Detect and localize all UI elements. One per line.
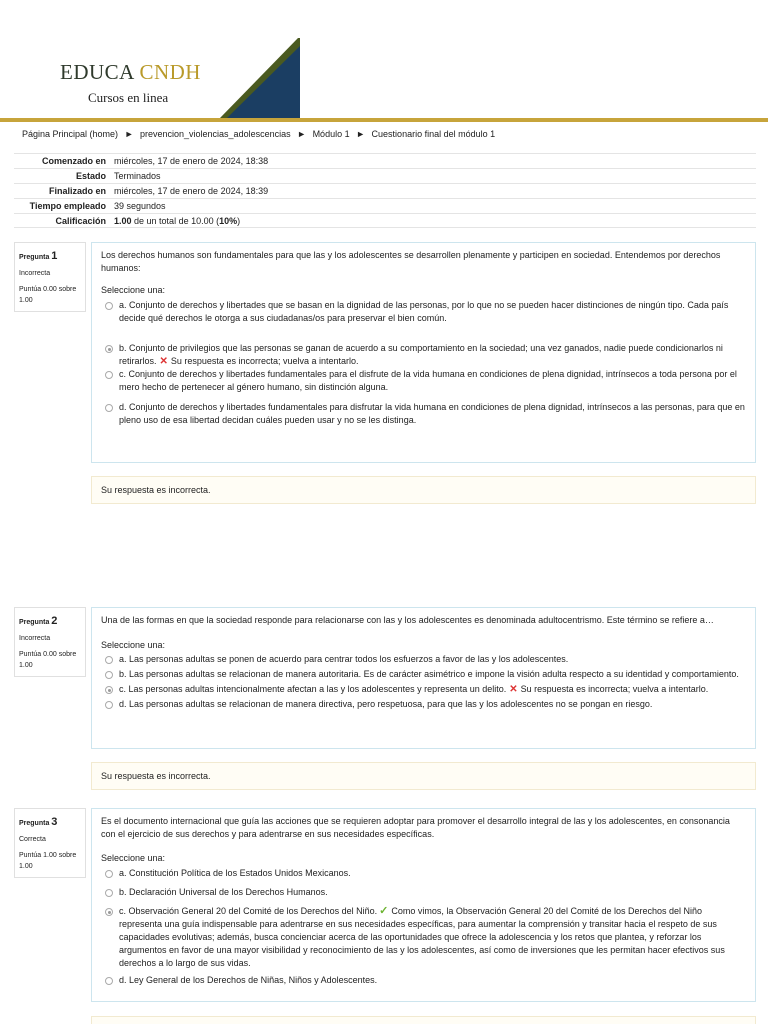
answer-option[interactable] — [101, 401, 746, 427]
grade-end-text: ) — [237, 215, 241, 226]
logo-main-text: EDUCA — [60, 60, 134, 84]
radio-button[interactable] — [105, 404, 113, 412]
grade-score: 1.00 — [114, 215, 132, 226]
option-text: a. Conjunto de derechos y libertades que se basan en la dignidad de las personas, por lo que no se pueden hacer distinciones de ningún tipo. Cada país decide qué derechos le otorga a sus ciudadanas/os para preservar el bien común. — [119, 300, 729, 323]
radio-button-selected[interactable] — [105, 345, 113, 353]
grade-mid-text: de un total de 10.00 ( — [131, 215, 220, 226]
grade-value — [114, 216, 240, 226]
option-text: c. Las personas adultas intencionalmente afectan a las y los adolescentes y representa un delito. — [119, 684, 507, 694]
question-label: Pregunta — [19, 820, 50, 827]
question-status: Correcta — [19, 836, 46, 843]
radio-button[interactable] — [105, 889, 113, 897]
question-feedback: Su respuesta es incorrecta. — [91, 762, 756, 790]
option-text: b. Conjunto de privilegios que las personas se ganan de acuerdo a su comportamiento en la sociedad; una vez ganados, nadie puede condicionarlos ni retirarlos. — [119, 343, 723, 366]
radio-button[interactable] — [105, 302, 113, 310]
question-info-panel — [14, 242, 86, 312]
logo-triangle-icon — [200, 38, 300, 118]
radio-button-selected[interactable] — [105, 908, 113, 916]
option-text: c. Observación General 20 del Comité de los Derechos del Niño. — [119, 906, 378, 916]
radio-button[interactable] — [105, 656, 113, 664]
answer-option[interactable] — [101, 299, 746, 325]
question-info-panel — [14, 808, 86, 878]
incorrect-x-icon: ✕ — [509, 684, 518, 695]
option-text: d. Las personas adultas se relacionan de manera directiva, pero respetuosa, para que las y los adolescentes no se pongan en riesgo. — [119, 699, 653, 709]
answer-prompt: Seleccione una: — [101, 853, 166, 863]
radio-button[interactable] — [105, 701, 113, 709]
summary-row — [14, 198, 756, 213]
answer-option-selected[interactable] — [101, 683, 746, 696]
answer-option[interactable] — [101, 886, 746, 899]
answer-prompt: Seleccione una: — [101, 285, 166, 295]
answer-prompt: Seleccione una: — [101, 640, 166, 650]
breadcrumb-course-link[interactable]: prevencion_violencias_adolescencias — [140, 129, 291, 139]
answer-option[interactable] — [101, 653, 746, 666]
option-feedback: Su respuesta es incorrecta; vuelva a intentarlo. — [170, 356, 359, 366]
question-feedback-partial — [91, 1016, 756, 1024]
option-text: b. Declaración Universal de los Derechos Humanos. — [119, 887, 328, 897]
breadcrumb-module-link[interactable]: Módulo 1 — [312, 129, 350, 139]
question-label: Pregunta — [19, 619, 50, 626]
breadcrumb-separator-icon: ► — [297, 129, 307, 139]
option-text: b. Las personas adultas se relacionan de manera autoritaria. Es de carácter asimétrico e impone la visión adulta respecto a su identidad y comportamiento. — [119, 669, 739, 679]
question-text: Es el documento internacional que guía las acciones que se requieren adoptar para promover el desarrollo integral de las y los adolescentes, en consonancia con el ejercicio de sus derechos y para adentrarse en sus necesidades específicas. — [101, 816, 730, 839]
question-text: Una de las formas en que la sociedad responde para relacionarse con las y los adolescentes es denominada adultocentrismo. Este término se refiere a… — [101, 615, 714, 625]
question-number: 2 — [51, 615, 58, 627]
summary-label: Calificación — [55, 215, 106, 226]
summary-label: Tiempo empleado — [29, 201, 106, 211]
breadcrumb — [22, 129, 495, 139]
answer-option[interactable] — [101, 698, 746, 711]
option-text: a. Constitución Política de los Estados Unidos Mexicanos. — [119, 868, 351, 878]
breadcrumb-quiz-link[interactable]: Cuestionario final del módulo 1 — [371, 129, 496, 139]
question-status: Incorrecta — [19, 270, 51, 277]
answer-option[interactable] — [101, 974, 746, 987]
question-content — [91, 242, 756, 463]
summary-row — [14, 183, 756, 198]
breadcrumb-separator-icon: ► — [356, 129, 366, 139]
answer-option-selected[interactable] — [101, 342, 746, 368]
question-content — [91, 808, 756, 1002]
site-header — [0, 0, 768, 124]
summary-value: 39 segundos — [114, 201, 166, 211]
question-points: Puntúa 0.00 sobre 1.00 — [19, 651, 77, 669]
site-logo[interactable] — [60, 38, 240, 118]
question-status: Incorrecta — [19, 635, 51, 642]
question-content — [91, 607, 756, 749]
summary-row — [14, 168, 756, 183]
radio-button[interactable] — [105, 870, 113, 878]
logo-accent-text: CNDH — [139, 60, 201, 84]
option-text: a. Las personas adultas se ponen de acuerdo para centrar todos los esfuerzos a favor de las y los adolescentes. — [119, 654, 569, 664]
breadcrumb-home-link[interactable]: Página Principal (home) — [22, 129, 119, 139]
question-points: Puntúa 0.00 sobre 1.00 — [19, 286, 77, 304]
attempt-summary-table — [14, 153, 756, 228]
summary-value: miércoles, 17 de enero de 2024, 18:38 — [114, 156, 269, 166]
answer-option[interactable] — [101, 668, 746, 681]
answer-option[interactable] — [101, 368, 746, 394]
option-feedback: Su respuesta es incorrecta; vuelva a intentarlo. — [520, 684, 709, 694]
radio-button[interactable] — [105, 671, 113, 679]
option-text: d. Conjunto de derechos y libertades fundamentales para disfrutar la vida humana en condiciones de plena dignidad, intrínsecos a las personas, para que en pleno uso de esa libertad decidan cuáles pueden usar y no se les distinga. — [119, 402, 745, 425]
summary-row — [14, 153, 756, 168]
logo-subtitle: Cursos en linea — [88, 90, 169, 105]
answer-option-selected[interactable] — [101, 905, 746, 970]
question-number: 1 — [51, 250, 58, 262]
question-text: Los derechos humanos son fundamentales para que las y los adolescentes se desarrollen plenamente y participen en sociedad. Entendemos por derechos humanos: — [101, 250, 721, 273]
question-feedback: Su respuesta es incorrecta. — [91, 476, 756, 504]
breadcrumb-separator-icon: ► — [124, 129, 134, 139]
question-points: Puntúa 1.00 sobre 1.00 — [19, 852, 77, 870]
summary-label: Estado — [75, 171, 106, 181]
question-info-panel — [14, 607, 86, 677]
summary-label: Finalizado en — [48, 186, 106, 196]
summary-row-grade — [14, 213, 756, 228]
radio-button[interactable] — [105, 977, 113, 985]
incorrect-x-icon: ✕ — [159, 356, 168, 367]
correct-check-icon: ✓ — [379, 905, 389, 917]
radio-button-selected[interactable] — [105, 686, 113, 694]
option-text: d. Ley General de los Derechos de Niñas, Niños y Adolescentes. — [119, 975, 378, 985]
grade-percent: 10% — [219, 215, 238, 226]
summary-label: Comenzado en — [41, 156, 106, 166]
question-number: 3 — [51, 816, 58, 828]
header-divider — [0, 118, 768, 122]
summary-value: Terminados — [114, 171, 161, 181]
question-label: Pregunta — [19, 254, 50, 261]
summary-value: miércoles, 17 de enero de 2024, 18:39 — [114, 186, 269, 196]
option-text: c. Conjunto de derechos y libertades fundamentales para el disfrute de la vida humana en condiciones de plena dignidad, intrínsecos a toda persona por el mero hecho de pertenecer al género humano, sin distinción alguna. — [119, 369, 737, 392]
option-feedback: Como vimos, la Observación General 20 del Comité de los Derechos del Niño representa una guía indispensable para adentrarse en sus necesidades específicas, para aumentar la comprensión y transitar hacia el respeto de sus capacidades evolutivas; además, busca concienciar acerca de las oportunidades que ofrece la adolescencia y los retos que plantea, y reforzar los argumentos en favor de una mayor visibilidad y reconocimiento de las y los adolescentes, así como de inversiones que les permitan hacer efectivos sus derechos a lo largo de sus vidas. — [119, 906, 725, 968]
radio-button[interactable] — [105, 371, 113, 379]
answer-option[interactable] — [101, 867, 746, 880]
